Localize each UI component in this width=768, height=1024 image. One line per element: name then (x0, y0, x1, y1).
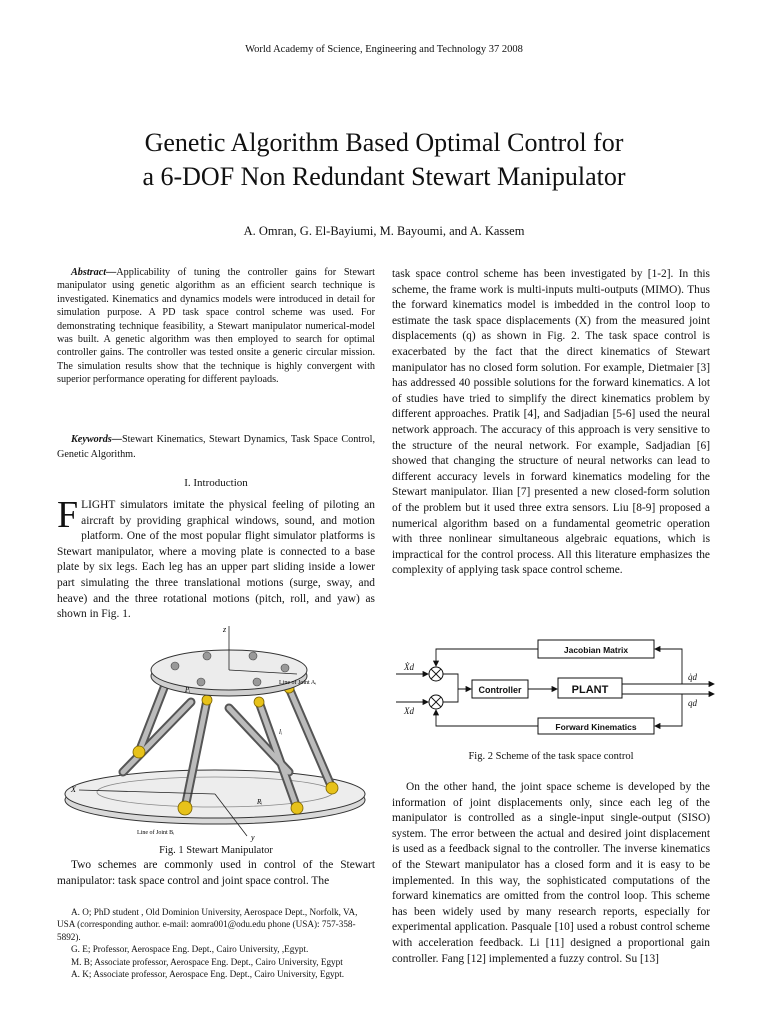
fig1-label-y: y (251, 833, 255, 842)
fig2-label-qd-dot: q̇d (688, 672, 697, 682)
figure-2-caption: Fig. 2 Scheme of the task space control (468, 751, 634, 762)
abstract (57, 266, 375, 387)
intro-paragraph (57, 494, 375, 623)
title-line-2: a 6-DOF Non Redundant Stewart Manipulator (142, 162, 626, 191)
authors: A. Omran, G. El-Bayiumi, M. Bayoumi, and A. Kassem (243, 224, 525, 238)
abstract-label: Abstract— (71, 267, 117, 278)
paragraph-task-space: task space control scheme has been investigated by [1-2]. In this scheme, the frame work is multi-inputs multi-outputs (MIMO). Thus the forward kinematics model is imbedded in the control loop to estimate the task space displacements (X) from the measured joint displacements (q) as shown in Fig. 2. The task space control is exacerbated by the fact that the direct kinematics of Stewart manipulator has no closed form solution. For example, Dietmaier [3] has addressed 40 possible solutions for the forward kinematics. A lot of studies have tried to simplify the direct kinematics problem by different approaches. Pratik [4], and Sadjadian [5-6] used the neural network approach. The accuracy of this approach is very sensitive to the structure of the neural network. For example, Sadjadian [6] showed that changing the structure of neural networks can lead to different accuracy levels in forward kinematics modeling for the Stewart manipulator. Ilian [7] presented a new closed-form solution of the problem but it used three extra sensors. Liu [8-9] proposed a numerical algorithm based on a fundamental geometric operation with three nonlinear simultaneous algebraic equations, which is impractical for the control process. All this literature emphasizes the complexity of applying task space control scheme. (392, 268, 710, 577)
figure-1-caption: Fig. 1 Stewart Manipulator (159, 845, 273, 856)
figure-1-stewart-manipulator (57, 622, 375, 844)
fig1-label-x: X (71, 785, 76, 794)
footnote: G. E; Professor, Aerospace Eng. Dept., Cairo University, ,Egypt. (71, 944, 309, 955)
fig1-label-ri: Rᵢ (257, 798, 263, 806)
paragraph-two-schemes: Two schemes are commonly used in control of the Stewart manipulator: task space control and joint space control. The (57, 859, 375, 887)
paper-title (40, 126, 728, 194)
keywords (57, 433, 375, 462)
abstract-text: Applicability of tuning the controller gains for Stewart manipulator using genetic algorithm as an efficient search technique is investigated. Kinematics and dynamics models were introduced in detail for simulation purpose. A PD task space control scheme was used. For demonstrating technique feasibility, a Stewart manipulator numerical-model was built. A genetic algorithm was then employed to search for optimal controller gains. The controller was tested onsite a generic circular mission. The simulation results show that the technique is highly convergent with superior performance operating for different payloads. (57, 267, 375, 386)
fig2-label-qd: qd (688, 698, 697, 708)
forward-kinematics-label: Forward Kinematics (555, 722, 637, 732)
footnote: A. K; Associate professor, Aerospace Eng. Dept., Cairo University, Egypt. (71, 969, 345, 980)
fig1-label-joint-a: Line of Joint Aᵢ (279, 680, 317, 686)
keywords-text: Stewart Kinematics, Stewart Dynamics, Task Space Control, Genetic Algorithm. (57, 434, 375, 460)
plant-label: PLANT (571, 684, 609, 696)
footnote: A. O; PhD student , Old Dominion University, Aerospace Dept., Norfolk, VA, USA (corresponding author. e-mail: aomra001@odu.edu phone (USA): 757-358-5892). (57, 907, 358, 942)
fig1-label-joint-b: Line of Joint Bᵢ (137, 830, 175, 836)
keywords-label: Keywords— (71, 434, 122, 445)
fig2-label-xd-dot: Ẋd (404, 662, 414, 672)
paragraph-joint-space: On the other hand, the joint space scheme is developed by the information of joint displacements only, since each leg of the manipulator is controlled as a single-input single-output (SISO) system. The error between the actual and desired joint displacement is used as a feedback signal to the controller. The inverse kinematics of the Stewart manipulator has a closed form and it is easy to be implemented. In this way, the sophisticated computations of the forward kinematics are omitted from the control loop. This scheme has been widely used by many research reports, especially for experimental application. Pasquale [10] used a robust control scheme with acceleration feedback. Li [11] designed a proportional gain controller. Fang [12] implemented a fuzzy control. Su [13] (392, 781, 710, 965)
section-heading-introduction: I. Introduction (184, 477, 248, 489)
controller-label: Controller (478, 685, 522, 695)
footnote: M. B; Associate professor, Aerospace Eng. Dept., Cairo University, Egypt (71, 956, 343, 967)
journal-header: World Academy of Science, Engineering and Technology 37 2008 (245, 44, 523, 55)
fig1-label-z: z (223, 625, 227, 634)
figure-2-block-diagram (392, 634, 722, 740)
fig1-label-li: lᵢ (279, 728, 283, 736)
jacobian-label: Jacobian Matrix (563, 645, 629, 655)
fig2-label-xd: Xd (404, 706, 414, 716)
intro-text: LIGHT simulators imitate the physical feeling of piloting an aircraft by providing graphical windows, sound, and motion platform. One of the most popular flight simulator platforms is Stewart manipulator, where a moving plate is connected to a base plate by six legs. Each leg has an upper part sliding inside a lower part simulating the three translational motions (surge, sway, and heave) and the three rotational motions (pitch, roll, and yaw) as shown in Fig. 1. (57, 499, 375, 621)
drop-cap: F (57, 494, 79, 536)
footnotes (57, 906, 375, 980)
fig1-label-pi: Pᵢ (185, 686, 191, 694)
title-line-1: Genetic Algorithm Based Optimal Control for (144, 128, 624, 157)
